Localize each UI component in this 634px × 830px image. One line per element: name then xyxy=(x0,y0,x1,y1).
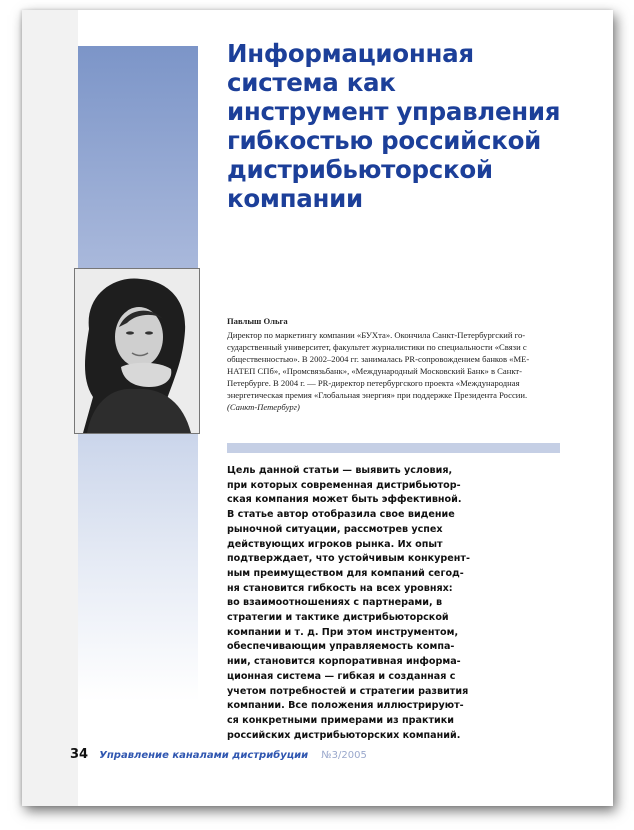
abstract-line: при которых современная дистрибьютор- xyxy=(227,479,461,491)
article-abstract xyxy=(227,464,487,743)
abstract-line: ня становится гибкость на всех уровнях: xyxy=(227,582,453,594)
abstract-line: действующих игроков рынка. Их опыт xyxy=(227,538,443,550)
article-title xyxy=(227,39,587,213)
author-name: Павлыш Ольга xyxy=(227,316,288,326)
title-line: компании xyxy=(227,184,363,213)
bio-line: общественностью». В 2002–2004 гг. занималась PR-сопровождением банков «МЕ- xyxy=(227,354,530,364)
bio-line: НАТЕП СПб», «Промсвязьбанк», «Международный Московский Банк» в Санкт- xyxy=(227,366,522,376)
bio-line: Директор по маркетингу компании «БУХта». Окончила Санкт-Петербургский го- xyxy=(227,330,526,340)
page-number: 34 xyxy=(70,747,89,762)
abstract-line: стратегии и тактике дистрибьюторской xyxy=(227,612,449,624)
left-gray-panel xyxy=(22,10,78,806)
abstract-line: учетом потребностей и стратегии развития xyxy=(227,685,469,697)
title-line: дистрибьюторской xyxy=(227,155,493,184)
bio-line: сударственный университет, факультет журналистики по специальности «Связи с xyxy=(227,342,527,352)
abstract-line: рыночной ситуации, рассмотрев успех xyxy=(227,523,443,535)
bio-line: энергетическая премия «Глобальная энергия» при поддержке Президента России. xyxy=(227,390,528,400)
bio-line: Петербурге. В 2004 г. — PR-директор петербургского проекта «Международная xyxy=(227,378,520,388)
abstract-line: российских дистрибьюторских компаний. xyxy=(227,729,461,741)
accent-bar xyxy=(227,443,560,453)
author-city: (Санкт-Петербург) xyxy=(227,402,300,412)
abstract-line: нии, становится корпоративная информа- xyxy=(227,656,461,668)
author-bio xyxy=(227,315,582,413)
abstract-line: ская компания может быть эффективной. xyxy=(227,494,462,506)
abstract-line: ционная система — гибкая и созданная с xyxy=(227,670,456,682)
title-line: инструмент управления xyxy=(227,97,561,126)
abstract-line: подтверждает, что устойчивым конкурент- xyxy=(227,553,470,565)
abstract-line: во взаимоотношениях с партнерами, в xyxy=(227,597,443,609)
magazine-page xyxy=(22,10,613,806)
author-photo xyxy=(74,268,200,434)
title-line: Информационная xyxy=(227,39,474,68)
abstract-line: компании и т. д. При этом инструментом, xyxy=(227,626,459,638)
title-line: гибкостью российской xyxy=(227,126,541,155)
abstract-line: Цель данной статьи — выявить условия, xyxy=(227,465,453,476)
abstract-line: ся конкретными примерами из практики xyxy=(227,714,455,726)
abstract-line: обеспечивающим управляемость компа- xyxy=(227,641,455,653)
title-line: система как xyxy=(227,68,396,97)
page-footer xyxy=(70,743,367,762)
issue-number: №3/2005 xyxy=(321,750,367,761)
abstract-line: компании. Все положения иллюстрируют- xyxy=(227,700,464,712)
abstract-line: ным преимуществом для компаний сегод- xyxy=(227,567,464,579)
journal-name: Управление каналами дистрибуции xyxy=(99,750,309,761)
abstract-line: В статье автор отобразила свое видение xyxy=(227,509,455,521)
